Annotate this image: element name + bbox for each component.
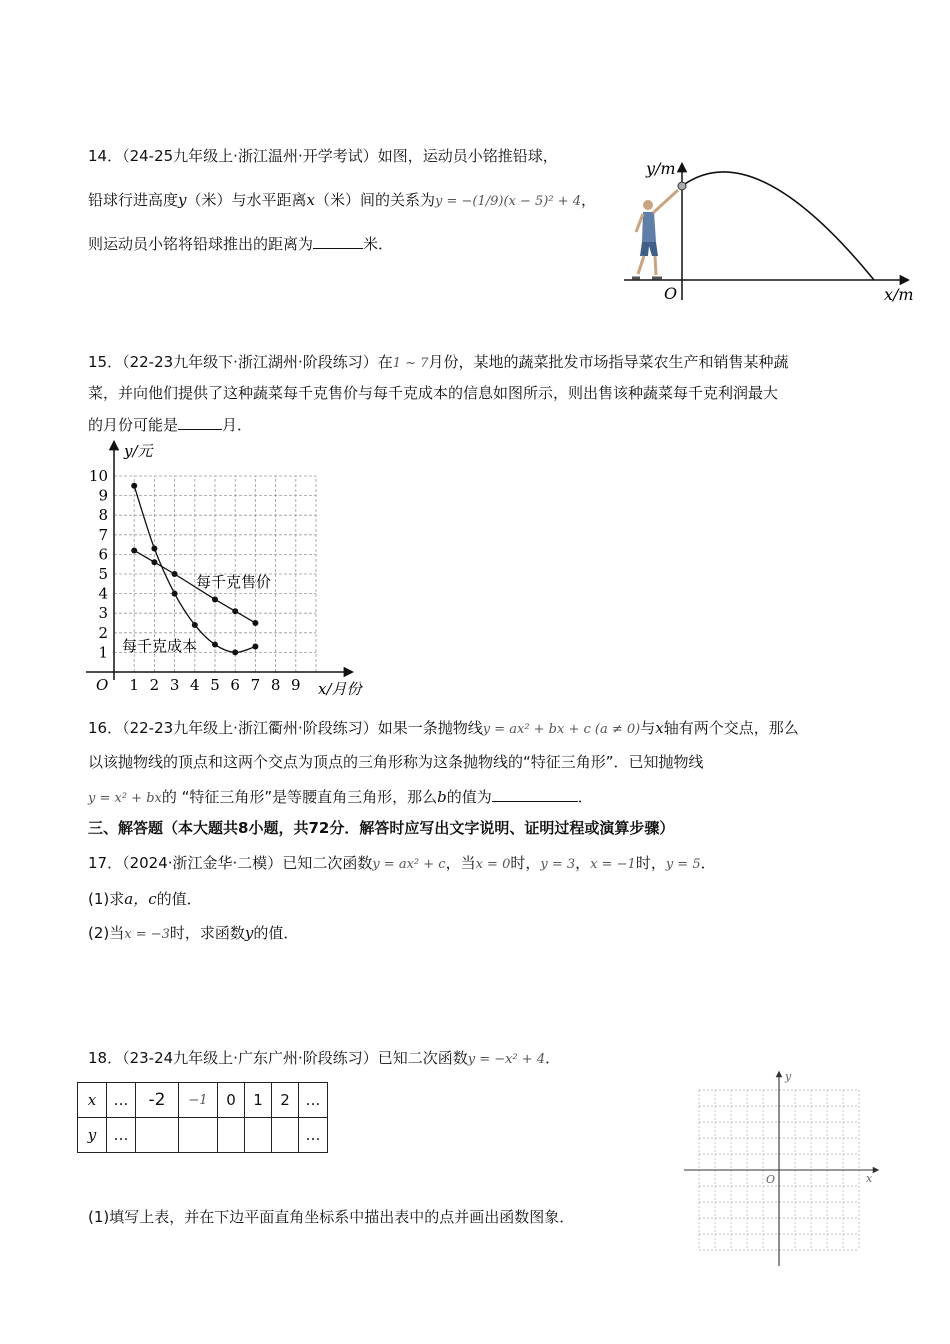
- chart-series-label-cost: 每千克成本: [122, 637, 198, 655]
- table-cell: y: [78, 1118, 107, 1153]
- chart-y-tick-label: 1: [98, 643, 108, 662]
- q15-chart: [80, 436, 380, 700]
- q16-text: 如果一条抛物线: [377, 719, 483, 737]
- chart-series-label-price: 每千克售价: [196, 573, 272, 591]
- q16-var-x: x: [655, 719, 664, 737]
- q18-line-1: [88, 1048, 560, 1070]
- chart-x-tick-label: 5: [210, 676, 220, 694]
- q14-y-label: y/m: [646, 159, 676, 178]
- chart-point-price: [212, 596, 218, 602]
- section-3-heading: 三、解答题（本大题共8小题，共72分．解答时应写出文字说明、证明过程或演算步骤）: [88, 819, 675, 837]
- table-cell: …: [299, 1118, 328, 1153]
- q17-val-2: y = 5: [665, 857, 701, 872]
- q14-formula: y = −(1/9)(x − 5)² + 4: [435, 194, 582, 209]
- q17-line-1: [88, 853, 716, 875]
- q16-text: 与: [640, 719, 656, 737]
- q17-text: 的值．: [156, 890, 202, 908]
- q17-number: 17．: [88, 854, 123, 872]
- q14-number: 14．: [88, 147, 123, 165]
- q14-text: 米．: [363, 235, 394, 253]
- q17-text: 已知二次函数: [282, 854, 373, 872]
- q18-source: （23-24九年级上·广东广州·阶段练习）: [122, 1049, 378, 1067]
- q17-text: (2)当: [88, 924, 125, 942]
- chart-x-tick-label: 6: [230, 676, 240, 694]
- chart-point-price: [151, 559, 157, 565]
- q18-sub-1: (1)填写上表，并在下边平面直角坐标系中描出表中的点并画出函数图象．: [88, 1208, 575, 1226]
- chart-point-price: [252, 620, 258, 626]
- chart-x-tick-label: 7: [250, 676, 261, 694]
- chart-x-tick-label: 3: [169, 676, 180, 694]
- table-cell-input[interactable]: [179, 1118, 218, 1153]
- q15-text: 在: [377, 353, 393, 371]
- table-cell: 0: [218, 1083, 245, 1118]
- table-cell: …: [299, 1083, 328, 1118]
- q14-origin-label: O: [664, 284, 678, 303]
- q14-var-y: y: [178, 191, 187, 209]
- chart-y-tick-label: 8: [98, 506, 108, 525]
- chart-y-tick-label: 10: [88, 467, 108, 485]
- q14-x-label: x/m: [884, 285, 914, 304]
- q17-cond-2: x = −1: [590, 857, 636, 872]
- q17-text: 时，: [635, 854, 666, 872]
- chart-point-cost: [232, 649, 238, 655]
- q15-line-3: [88, 413, 252, 435]
- q17-vars: a，c: [124, 890, 157, 908]
- table-cell: −1: [179, 1083, 218, 1118]
- table-cell: …: [107, 1083, 136, 1118]
- q18-text: 已知二次函数: [377, 1049, 468, 1067]
- chart-point-cost: [151, 546, 157, 552]
- q17-var-y: y: [244, 924, 254, 942]
- table-cell: x: [78, 1083, 107, 1118]
- q17-sub-2: [88, 923, 298, 945]
- q16-var-b: b: [437, 788, 447, 806]
- q17-text: ．: [700, 854, 716, 872]
- q18-y-label: y: [785, 1070, 792, 1083]
- chart-x-tick-label: 9: [291, 676, 301, 694]
- q14-text: 如图，运动员小铭推铅球，: [377, 147, 558, 165]
- q14-figure: [618, 150, 918, 310]
- chart-point-cost: [131, 483, 137, 489]
- q17-text: (1)求: [88, 890, 125, 908]
- chart-y-tick-label: 4: [98, 584, 108, 603]
- chart-point-cost: [172, 591, 178, 597]
- chart-y-label: y/元: [124, 442, 153, 460]
- table-cell: 1: [245, 1083, 272, 1118]
- q15-text: 的月份可能是: [88, 416, 179, 434]
- q17-val-1: y = 3: [540, 857, 576, 872]
- chart-x-tick-label: 1: [129, 676, 139, 694]
- q18-origin-label: O: [766, 1173, 776, 1186]
- q15-text: 月份，某地的蔬菜批发市场指导菜农生产和销售某种蔬: [428, 353, 789, 371]
- q15-range: 1 ~ 7: [392, 356, 429, 371]
- q15-answer-blank[interactable]: [178, 413, 222, 430]
- q16-source: （22-23九年级上·浙江衢州·阶段练习）: [122, 719, 378, 737]
- q14-line-3: [88, 232, 393, 254]
- q14-line-2: [88, 190, 596, 212]
- q15-source: （22-23九年级下·浙江湖州·阶段练习）: [122, 353, 378, 371]
- q17-text: 的值．: [253, 924, 299, 942]
- table-cell-input[interactable]: [245, 1118, 272, 1153]
- table-cell: …: [107, 1118, 136, 1153]
- chart-point-price: [172, 571, 178, 577]
- q16-formula-1: y = ax² + bx + c (a ≠ 0): [482, 722, 641, 737]
- q16-text: 的 “特征三角形”是等腰直角三角形，那么: [161, 788, 438, 806]
- athlete-figure: [632, 190, 678, 278]
- q17-text: ，当: [445, 854, 476, 872]
- q18-x-label: x: [866, 1172, 873, 1185]
- q16-line-2: 以该抛物线的顶点和这两个交点为顶点的三角形称为这条抛物线的“特征三角形”．已知抛物线: [88, 753, 704, 771]
- q15-number: 15．: [88, 353, 123, 371]
- chart-point-cost: [252, 644, 258, 650]
- q17-cond-1: x = 0: [475, 857, 511, 872]
- q16-formula-2: y = x² + bx: [88, 791, 162, 806]
- table-cell-input[interactable]: [136, 1118, 179, 1153]
- q15-text: 月．: [222, 416, 253, 434]
- q18-value-table: [77, 1082, 328, 1153]
- q17-text: 时，求函数: [169, 924, 245, 942]
- q14-text: （米）间的关系为: [314, 191, 435, 209]
- chart-y-tick-label: 3: [98, 604, 108, 623]
- chart-y-tick-label: 2: [98, 623, 108, 642]
- q17-text: 时，: [510, 854, 541, 872]
- q17-source: （2024·浙江金华·二模）: [122, 854, 283, 872]
- q16-text: 轴有两个交点，那么: [663, 719, 799, 737]
- chart-x-tick-label: 2: [149, 676, 160, 694]
- chart-x-tick-label: 8: [270, 676, 281, 694]
- chart-point-price: [232, 608, 238, 614]
- q16-answer-blank[interactable]: [492, 785, 578, 802]
- chart-y-tick-label: 5: [98, 565, 108, 583]
- table-cell: -2: [136, 1083, 179, 1118]
- q16-text: ．: [577, 788, 593, 806]
- q14-source: （24-25九年级上·浙江温州·开学考试）: [122, 147, 378, 165]
- q16-line-3: [88, 785, 593, 809]
- q14-text: ，: [581, 191, 597, 209]
- q18-coordinate-grid: [680, 1066, 885, 1272]
- q16-number: 16．: [88, 719, 123, 737]
- chart-y-tick-label: 7: [98, 525, 108, 544]
- chart-y-tick-label: 6: [98, 545, 108, 564]
- table-row: [78, 1118, 328, 1153]
- chart-point-price: [131, 547, 137, 553]
- table-cell: 2: [272, 1083, 299, 1118]
- q14-text: 铅球行进高度: [88, 191, 179, 209]
- table-cell-input[interactable]: [218, 1118, 245, 1153]
- q14-text: 则运动员小铭将铅球推出的距离为: [88, 235, 314, 253]
- chart-point-cost: [192, 622, 198, 628]
- chart-x-label: x/月份: [318, 680, 362, 698]
- q14-answer-blank[interactable]: [313, 232, 363, 249]
- q14-text: （米）与水平距离: [186, 191, 307, 209]
- q17-sub2-cond: x = −3: [124, 927, 170, 942]
- chart-y-tick-label: 9: [98, 486, 108, 505]
- q17-sub-1: [88, 889, 202, 909]
- q17-formula: y = ax² + c: [372, 857, 446, 872]
- chart-origin-label: O: [96, 676, 109, 694]
- q14-shot-ball: [678, 182, 686, 190]
- q14-var-x: x: [306, 191, 315, 209]
- q17-text: ，: [575, 854, 591, 872]
- q14-trajectory-curve: [682, 172, 874, 280]
- q18-number: 18．: [88, 1049, 123, 1067]
- table-cell-input[interactable]: [272, 1118, 299, 1153]
- q16-line-1: [88, 718, 799, 740]
- q14-line-1: [88, 146, 558, 166]
- q16-text: 的值为: [446, 788, 492, 806]
- chart-point-cost: [212, 642, 218, 648]
- q18-text: ．: [545, 1049, 561, 1067]
- chart-x-tick-label: 4: [190, 676, 200, 694]
- table-row: [78, 1083, 328, 1118]
- q18-formula: y = −x² + 4: [467, 1052, 546, 1067]
- q15-line-1: [88, 352, 788, 374]
- q15-line-2: 菜，并向他们提供了这种蔬菜每千克售价与每千克成本的信息如图所示，则出售该种蔬菜每千克利润最大: [88, 384, 779, 402]
